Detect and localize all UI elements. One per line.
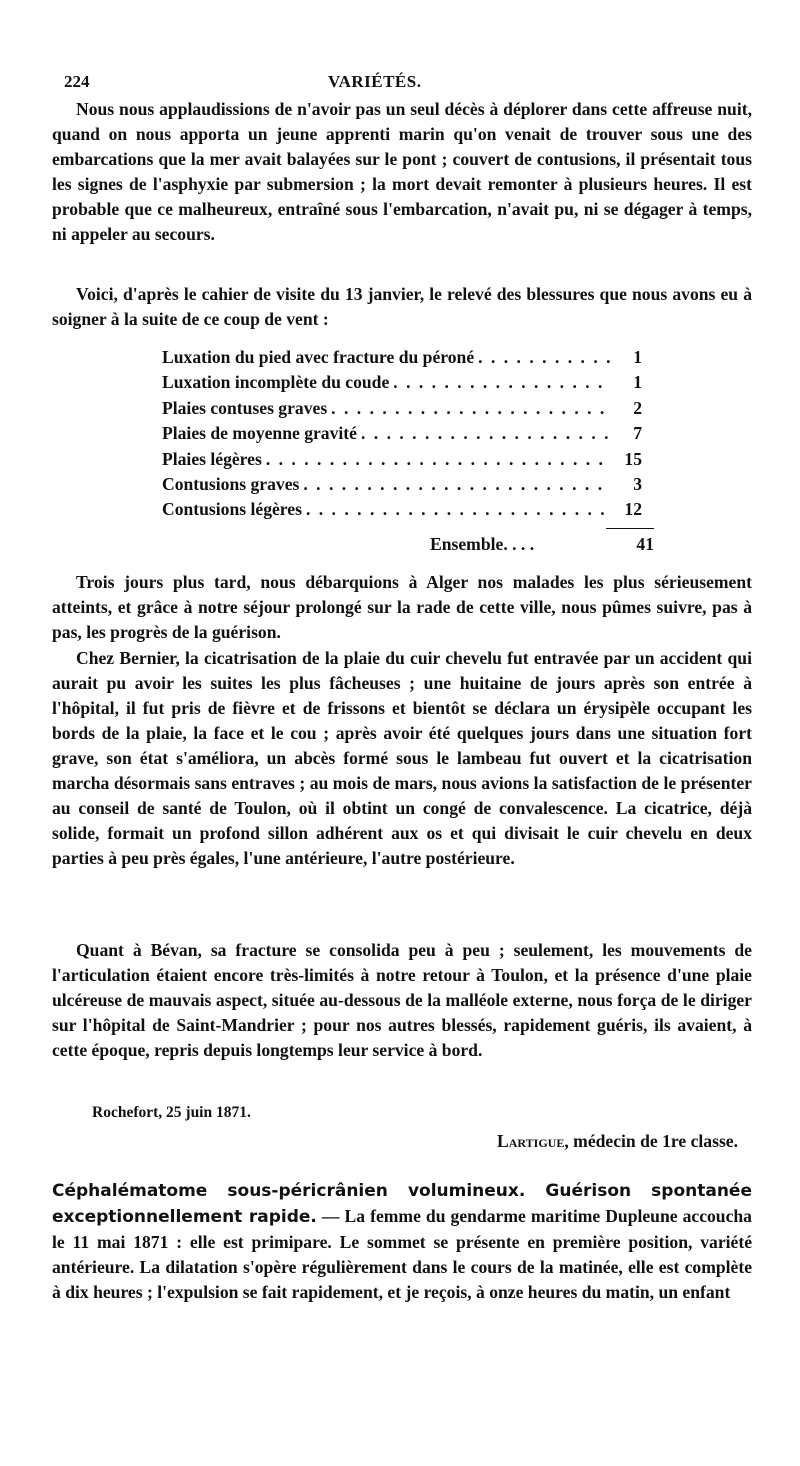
leader-dots — [331, 396, 610, 421]
list-item — [162, 472, 642, 497]
leader-dots — [306, 497, 610, 522]
paragraph-text: Trois jours plus tard, nous débarquions à Alger nos malades les plus sérieusement atteints, et grâce à notre séjour prolongé sur la rade de cette ville, nous pûmes suivre, pas à pas, les progrès de la guérison. — [52, 572, 752, 642]
leader-dots — [478, 345, 610, 370]
signature-place-date: Rochefort, 25 juin 1871. — [92, 1104, 251, 1121]
injury-count: 15 — [624, 448, 642, 469]
list-item — [162, 497, 642, 522]
author-title: médecin de 1re classe. — [573, 1131, 738, 1151]
paragraph-text: Nous nous applaudissions de n'avoir pas un seul décès à déplorer dans cette affreuse nuit, quand on nous apporta un jeune apprenti marin qu'on venait de trouver sous une des embarcations que la mer avait balayées sur le pont ; couvert de contusions, il présentait tous les signes de l'asphyxie par submersion ; la mort devait remonter à plusieurs heures. Il est probable que ce malheureux, entraîné sous l'embarcation, n'avait pu, ni se dégager à temps, ni appeler au secours. — [52, 99, 752, 244]
injury-label: Contusions légères — [162, 499, 302, 520]
injury-label: Plaies légères — [162, 448, 262, 469]
injury-total — [430, 534, 654, 555]
injury-label: Contusions graves — [162, 474, 300, 495]
leader-dots — [393, 370, 610, 395]
running-title: VARIÉTÉS. — [328, 72, 422, 91]
injury-count: 3 — [633, 474, 642, 495]
injury-list — [162, 345, 642, 523]
leader-dots — [266, 447, 610, 472]
sum-rule — [606, 528, 654, 529]
list-item — [162, 370, 642, 395]
page-header — [64, 72, 754, 98]
author-name: Lartigue, — [497, 1131, 569, 1151]
leader-dots — [361, 421, 610, 446]
list-item — [162, 345, 642, 370]
page-number: 224 — [64, 72, 90, 91]
list-item — [162, 447, 642, 472]
paragraph-3 — [52, 570, 752, 645]
paragraph-text: Chez Bernier, la cicatrisation de la plaie du cuir chevelu fut entravée par un accident qui aurait pu avoir les suites les plus fâcheuses ; une huitaine de jours après son entrée à l'hôpital, il fut pris de fièvre et de frissons et bientôt se déclara un érysipèle occupant les bords de la plaie, la face et le cou ; après avoir été quelques jours dans une situation fort grave, son état s'améliora, un abcès formé sous le lambeau fut ouvert et la cicatrisation marcha désormais sans entraves ; au mois de mars, nous avions la satisfaction de le présenter au conseil de santé de Toulon, où il obtint un congé de convalescence. La cicatrice, déjà solide, formait un profond sillon adhérent aux os et qui divisait le cuir chevelu en deux parties à peu près égales, l'une antérieure, l'autre postérieure. — [52, 648, 752, 868]
injury-count: 7 — [633, 423, 642, 444]
case-report — [52, 1178, 752, 1305]
injury-count: 12 — [624, 499, 642, 520]
injury-label: Luxation incomplète du coude — [162, 372, 390, 393]
leader-dots — [303, 472, 610, 497]
list-item — [162, 396, 642, 421]
case-text: — La femme du gendarme maritime Dupleune accoucha le 11 mai 1871 : elle est primipare. Le sommet se présente en première position, variété antérieure. La dilatation s'opère régulièrement dans le cours de la matinée, elle est complète à dix heures ; l'expulsion se fait rapidement, et je reçois, à onze heures du matin, un enfant — [52, 1206, 752, 1302]
case-heading: Céphalématome sous-péricrânien volumineux. Guérison spontanée exceptionnellement rapide. — [52, 1181, 752, 1227]
paragraph-5 — [52, 938, 752, 1063]
injury-label: Plaies contuses graves — [162, 397, 328, 418]
paragraph-2 — [52, 282, 752, 332]
injury-label: Plaies de moyenne gravité — [162, 423, 357, 444]
injury-count: 1 — [633, 347, 642, 367]
injury-count: 2 — [633, 397, 642, 418]
injury-count: 1 — [633, 372, 642, 393]
paragraph-text: Voici, d'après le cahier de visite du 13 janvier, le relevé des blessures que nous avons eu à soigner à la suite de ce coup de vent : — [52, 284, 752, 329]
total-label: Ensemble. . . . — [430, 534, 535, 554]
signature-author — [497, 1131, 738, 1152]
paragraph-1 — [52, 97, 752, 247]
injury-label: Luxation du pied avec fracture du péroné — [162, 347, 475, 367]
paragraph-4 — [52, 646, 752, 871]
list-item — [162, 421, 642, 446]
paragraph-text: Quant à Bévan, sa fracture se consolida peu à peu ; seulement, les mouvements de l'articulation étaient encore très-limités à notre retour à Toulon, et la présence d'une plaie ulcéreuse de mauvais aspect, située au-dessous de la malléole externe, nous força de le diriger sur l'hôpital de Saint-Mandrier ; pour nos autres blessés, rapidement guéris, ils avaient, à cette époque, repris depuis longtemps leur service à bord. — [52, 940, 752, 1060]
total-count: 41 — [636, 534, 654, 554]
